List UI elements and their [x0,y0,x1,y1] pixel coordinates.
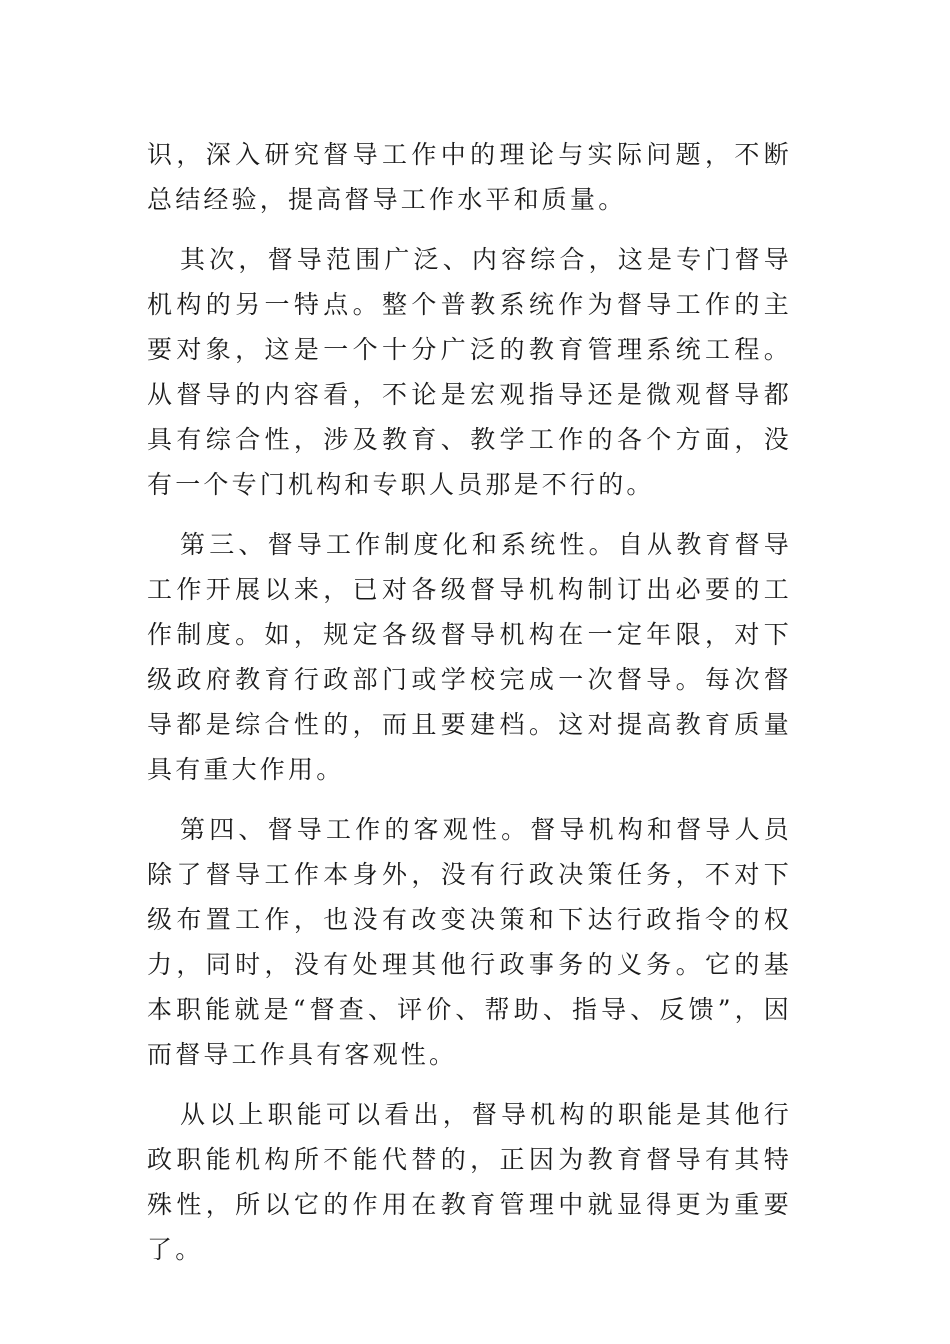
paragraph-3: 第三、督导工作制度化和系统性。自从教育督导工作开展以来，已对各级督导机构制订出必要的工作制度。如，规定各级督导机构在一定年限，对下级政府教育行政部门或学校完成一次督导。每次督导都是综合性的，而且要建档。这对提高教育质量具有重大作用。 [147,530,792,784]
paragraph-4: 第四、督导工作的客观性。督导机构和督导人员除了督导工作本身外，没有行政决策任务，不对下级布置工作，也没有改变决策和下达行政指令的权力，同时，没有处理其他行政事务的义务。它的基本职能就是“督查、评价、帮助、指导、反馈”，因而督导工作具有客观性。 [147,815,792,1069]
paragraph-1: 识，深入研究督导工作中的理论与实际问题，不断总结经验，提高督导工作水平和质量。 [147,140,792,214]
document-body [147,132,792,1272]
paragraph-2: 其次，督导范围广泛、内容综合，这是专门督导机构的另一特点。整个普教系统作为督导工作的主要对象，这是一个十分广泛的教育管理系统工程。从督导的内容看，不论是宏观指导还是微观督导都具有综合性，涉及教育、教学工作的各个方面，没有一个专门机构和专职人员那是不行的。 [147,245,792,499]
paragraph-5: 从以上职能可以看出，督导机构的职能是其他行政职能机构所不能代替的，正因为教育督导有其特殊性，所以它的作用在教育管理中就显得更为重要了。 [147,1100,792,1264]
